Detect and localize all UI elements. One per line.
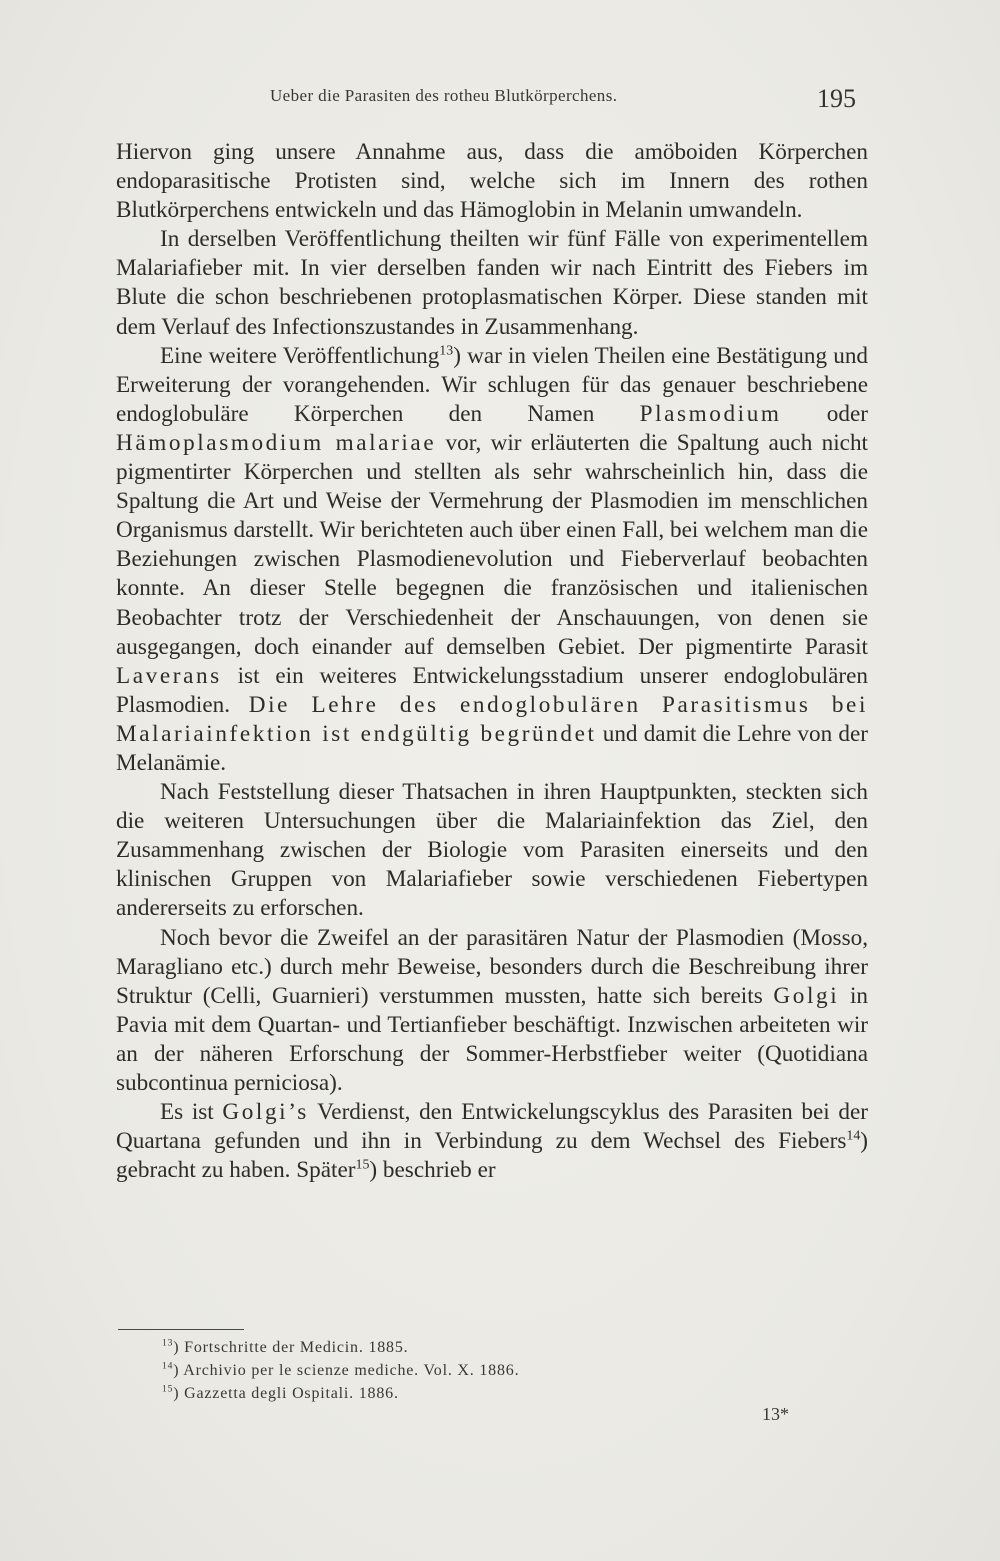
footnote-number: 14 xyxy=(162,1360,174,1372)
text-run: ) war in vielen Theilen eine Bestätigung und Erweiterung der vorangehenden. Wir schlugen für das genauer beschriebene endoglobuläre Körperchen den Namen xyxy=(116,342,869,427)
emphasized-text: Die Lehre des endoglobulären Parasitismus bei Malariainfektion ist endgültig begründet xyxy=(116,691,868,747)
text-run: in Pavia mit dem Quartan- und Tertianfieber beschäftigt. Inzwischen arbeiteten wir an der näheren Erforschung der Sommer-Herbstfieber weiter (Quotidiana subcontinua perniciosa). xyxy=(116,982,868,1096)
running-head: Ueber die Parasiten des rotheu Blutkörperchens. xyxy=(270,86,618,105)
footnote xyxy=(162,1336,519,1359)
text-run: Hiervon ging unsere Annahme aus, dass die amöboiden Körperchen endoparasitische Protisten sind, welche sich im Innern des rothen Blutkörperchens entwickeln und das Hämoglobin in Melanin umwandeln. xyxy=(116,139,868,224)
paragraph xyxy=(116,1098,868,1185)
text-run: Verdienst, den Entwickelungscyklus des Parasiten bei der Quartana gefunden und ihn in Verbindung zu dem Wechsel des Fiebers xyxy=(116,1099,868,1155)
text-run: ist ein weiteres Entwickelungsstadium unserer endoglobulären Plasmodien. xyxy=(116,662,868,718)
paragraph xyxy=(116,924,868,1099)
text-run: und damit die Lehre von der Melanämie. xyxy=(116,720,868,776)
footnote xyxy=(162,1382,519,1405)
page-number: 195 xyxy=(817,84,856,113)
emphasized-text: Golgi xyxy=(773,982,840,1009)
footnote-ref: 14 xyxy=(846,1128,861,1144)
footnote-ref: 13 xyxy=(439,342,454,358)
text-run: Noch bevor die Zweifel an der parasitären Natur der Plasmodien (Mosso, Maragliano etc.) durch mehr Beweise, besonders durch die Beschreibung ihrer Struktur (Celli, Guarnieri) verstummen mussten, hatte sich bereits xyxy=(116,924,868,1009)
text-run: In derselben Veröffentlichung theilten wir fünf Fälle von experimentellem Malariafieber mit. In vier derselben fanden wir nach Eintritt des Fiebers im Blute die schon beschriebenen protoplasmatischen Körper. Diese standen mit dem Verlauf des Infectionszustandes in Zusammenhang. xyxy=(116,226,868,340)
footnote-rule xyxy=(118,1329,244,1330)
footnote-number: 13 xyxy=(162,1337,174,1349)
footnote-text: ) Fortschritte der Medicin. 1885. xyxy=(173,1339,409,1356)
text-run: ) gebracht zu haben. Später xyxy=(116,1128,868,1184)
footnote-text: ) Gazzetta degli Ospitali. 1886. xyxy=(173,1385,399,1402)
text-run: oder xyxy=(781,400,868,427)
emphasized-text: Golgi’s xyxy=(222,1099,309,1126)
footnotes xyxy=(162,1336,519,1405)
footnote-number: 15 xyxy=(162,1383,174,1395)
text-run: Es ist xyxy=(160,1099,223,1126)
paragraph xyxy=(116,778,868,923)
paragraph xyxy=(116,342,868,778)
text-run: vor, wir erläuterten die Spaltung auch nicht pigmentirter Körperchen und stellten als sehr wahrscheinlich hin, dass die Spaltung die Art und Weise der Vermehrung der Plasmodien im menschlichen Organismus darstellt. Wir berichteten auch über einen Fall, bei welchem man die Beziehungen zwischen Plasmodienevolution und Fieberverlauf beobachten konnte. An dieser Stelle begegnen die französischen und italienischen Beobachter trotz der Verschiedenheit der Anschauungen, von denen sie ausgegangen, doch einander auf demselben Gebiet. Der pigmentirte Parasit xyxy=(116,429,868,660)
emphasized-text: Plasmodium xyxy=(639,400,782,427)
emphasized-text: Laverans xyxy=(116,662,222,689)
body-text xyxy=(116,138,868,1185)
emphasized-text: Hämoplasmodium malariae xyxy=(116,429,437,456)
signature-mark: 13* xyxy=(762,1404,789,1424)
text-run: ) beschrieb er xyxy=(369,1157,496,1184)
footnote-ref: 15 xyxy=(355,1157,370,1173)
text-run: Eine weitere Veröffentlichung xyxy=(160,342,440,369)
footnote xyxy=(162,1359,519,1382)
paragraph xyxy=(116,225,868,341)
text-run: Nach Feststellung dieser Thatsachen in ihren Hauptpunkten, steckten sich die weiteren Untersuchungen über die Malariainfektion das Ziel, den Zusammenhang zwischen der Biologie vom Parasiten einerseits und den klinischen Gruppen von Malariafieber sowie verschiedenen Fiebertypen andererseits zu erforschen. xyxy=(116,779,868,922)
paragraph xyxy=(116,138,868,225)
footnote-text: ) Archivio per le scienze mediche. Vol. X. 1886. xyxy=(173,1362,520,1379)
